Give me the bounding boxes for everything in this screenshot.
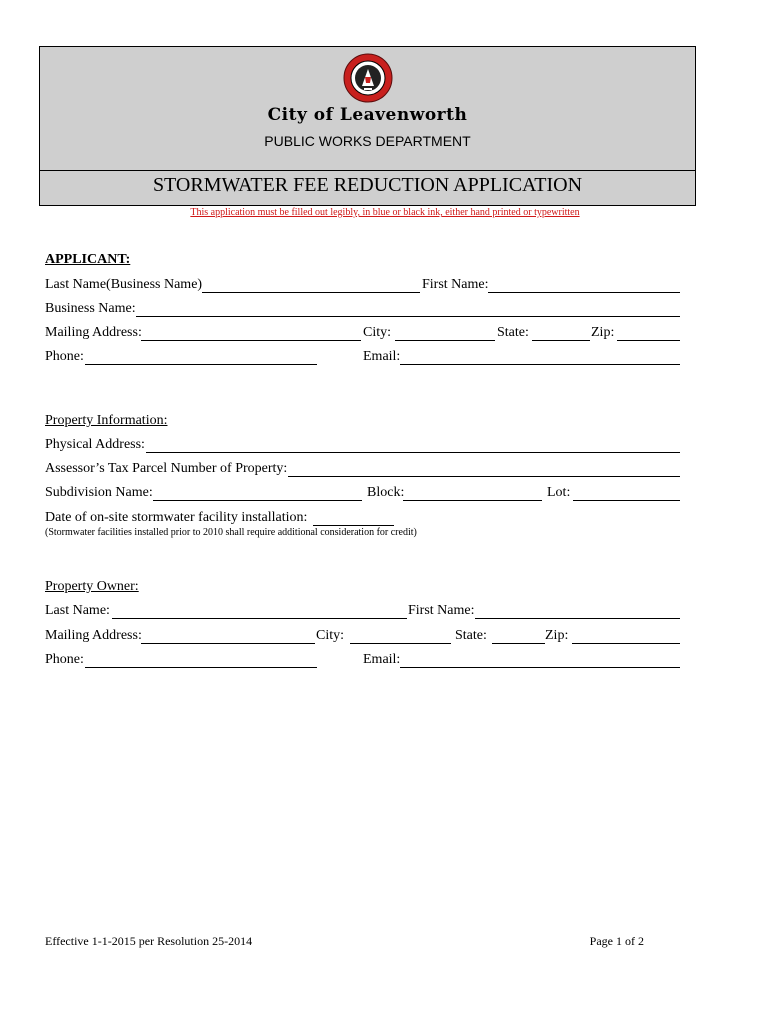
applicant-business-row xyxy=(45,301,680,319)
instructions-text: This application must be filled out legibly, in blue or black ink, either hand printed or typewritten xyxy=(190,207,580,218)
owner-first-name-field[interactable] xyxy=(475,618,680,619)
owner-mailing-address-field[interactable] xyxy=(141,643,315,644)
owner-contact-row xyxy=(45,652,680,670)
form-header xyxy=(39,46,696,206)
owner-last-name-field[interactable] xyxy=(112,618,407,619)
owner-heading: Property Owner: xyxy=(45,579,139,594)
city-name: City of Leavenworth xyxy=(267,105,468,125)
property-physical-address-field[interactable] xyxy=(146,452,680,453)
header-top-panel xyxy=(40,47,695,171)
owner-address-row xyxy=(45,628,680,646)
applicant-name-row xyxy=(45,277,680,295)
owner-zip-field[interactable] xyxy=(572,643,680,644)
applicant-business-name-field[interactable] xyxy=(136,316,680,317)
applicant-address-row xyxy=(45,325,680,343)
applicant-first-name-field[interactable] xyxy=(488,292,680,293)
property-install-date-row xyxy=(45,510,680,528)
applicant-state-field[interactable] xyxy=(532,340,590,341)
applicant-phone-field[interactable] xyxy=(85,364,317,365)
effective-date-footer: Effective 1-1-2015 per Resolution 25-2014 xyxy=(45,934,253,948)
owner-state-label: State: xyxy=(455,628,487,643)
applicant-heading: APPLICANT: xyxy=(45,252,131,267)
property-physical-address-label: Physical Address: xyxy=(45,437,145,452)
applicant-last-name-field[interactable] xyxy=(202,292,420,293)
owner-first-name-label: First Name: xyxy=(408,603,475,618)
property-install-date-label: Date of on-site stormwater facility installation: xyxy=(45,510,308,525)
applicant-mailing-address-field[interactable] xyxy=(141,340,361,341)
property-subdivision-field[interactable] xyxy=(153,500,362,501)
applicant-zip-field[interactable] xyxy=(617,340,680,341)
owner-zip-label: Zip: xyxy=(545,628,569,643)
applicant-city-field[interactable] xyxy=(395,340,495,341)
property-block-label: Block: xyxy=(367,485,405,500)
property-heading: Property Information: xyxy=(45,413,168,428)
applicant-contact-row xyxy=(45,349,680,367)
property-subdivision-label: Subdivision Name: xyxy=(45,485,153,500)
property-block-field[interactable] xyxy=(403,500,542,501)
owner-name-row xyxy=(45,603,680,621)
applicant-state-label: State: xyxy=(497,325,529,340)
property-install-note: (Stormwater facilities installed prior to 2010 shall require additional consideration for credit) xyxy=(45,527,417,538)
property-parcel-label: Assessor’s Tax Parcel Number of Property: xyxy=(45,461,288,476)
applicant-last-name-label: Last Name(Business Name) xyxy=(45,277,203,292)
city-seal-icon xyxy=(343,53,393,103)
property-parcel-field[interactable] xyxy=(288,476,680,477)
owner-phone-field[interactable] xyxy=(85,667,317,668)
owner-city-field[interactable] xyxy=(350,643,451,644)
owner-state-field[interactable] xyxy=(492,643,545,644)
property-parcel-row xyxy=(45,461,680,479)
property-subdivision-row xyxy=(45,485,680,503)
property-lot-field[interactable] xyxy=(573,500,680,501)
applicant-mailing-address-label: Mailing Address: xyxy=(45,325,142,340)
applicant-zip-label: Zip: xyxy=(591,325,615,340)
property-lot-label: Lot: xyxy=(547,485,571,500)
applicant-email-label: Email: xyxy=(363,349,401,364)
owner-email-label: Email: xyxy=(363,652,401,667)
department-name: PUBLIC WORKS DEPARTMENT xyxy=(264,133,471,149)
applicant-first-name-label: First Name: xyxy=(422,277,489,292)
owner-mailing-address-label: Mailing Address: xyxy=(45,628,142,643)
page-number: Page 1 of 2 xyxy=(589,934,644,948)
owner-last-name-label: Last Name: xyxy=(45,603,110,618)
owner-city-label: City: xyxy=(316,628,345,643)
owner-email-field[interactable] xyxy=(400,667,680,668)
applicant-city-label: City: xyxy=(363,325,392,340)
property-address-row xyxy=(45,437,680,455)
applicant-business-name-label: Business Name: xyxy=(45,301,136,316)
form-title: STORMWATER FEE REDUCTION APPLICATION xyxy=(152,174,583,196)
owner-phone-label: Phone: xyxy=(45,652,84,667)
applicant-phone-label: Phone: xyxy=(45,349,84,364)
applicant-email-field[interactable] xyxy=(400,364,680,365)
property-install-date-field[interactable] xyxy=(313,525,394,526)
